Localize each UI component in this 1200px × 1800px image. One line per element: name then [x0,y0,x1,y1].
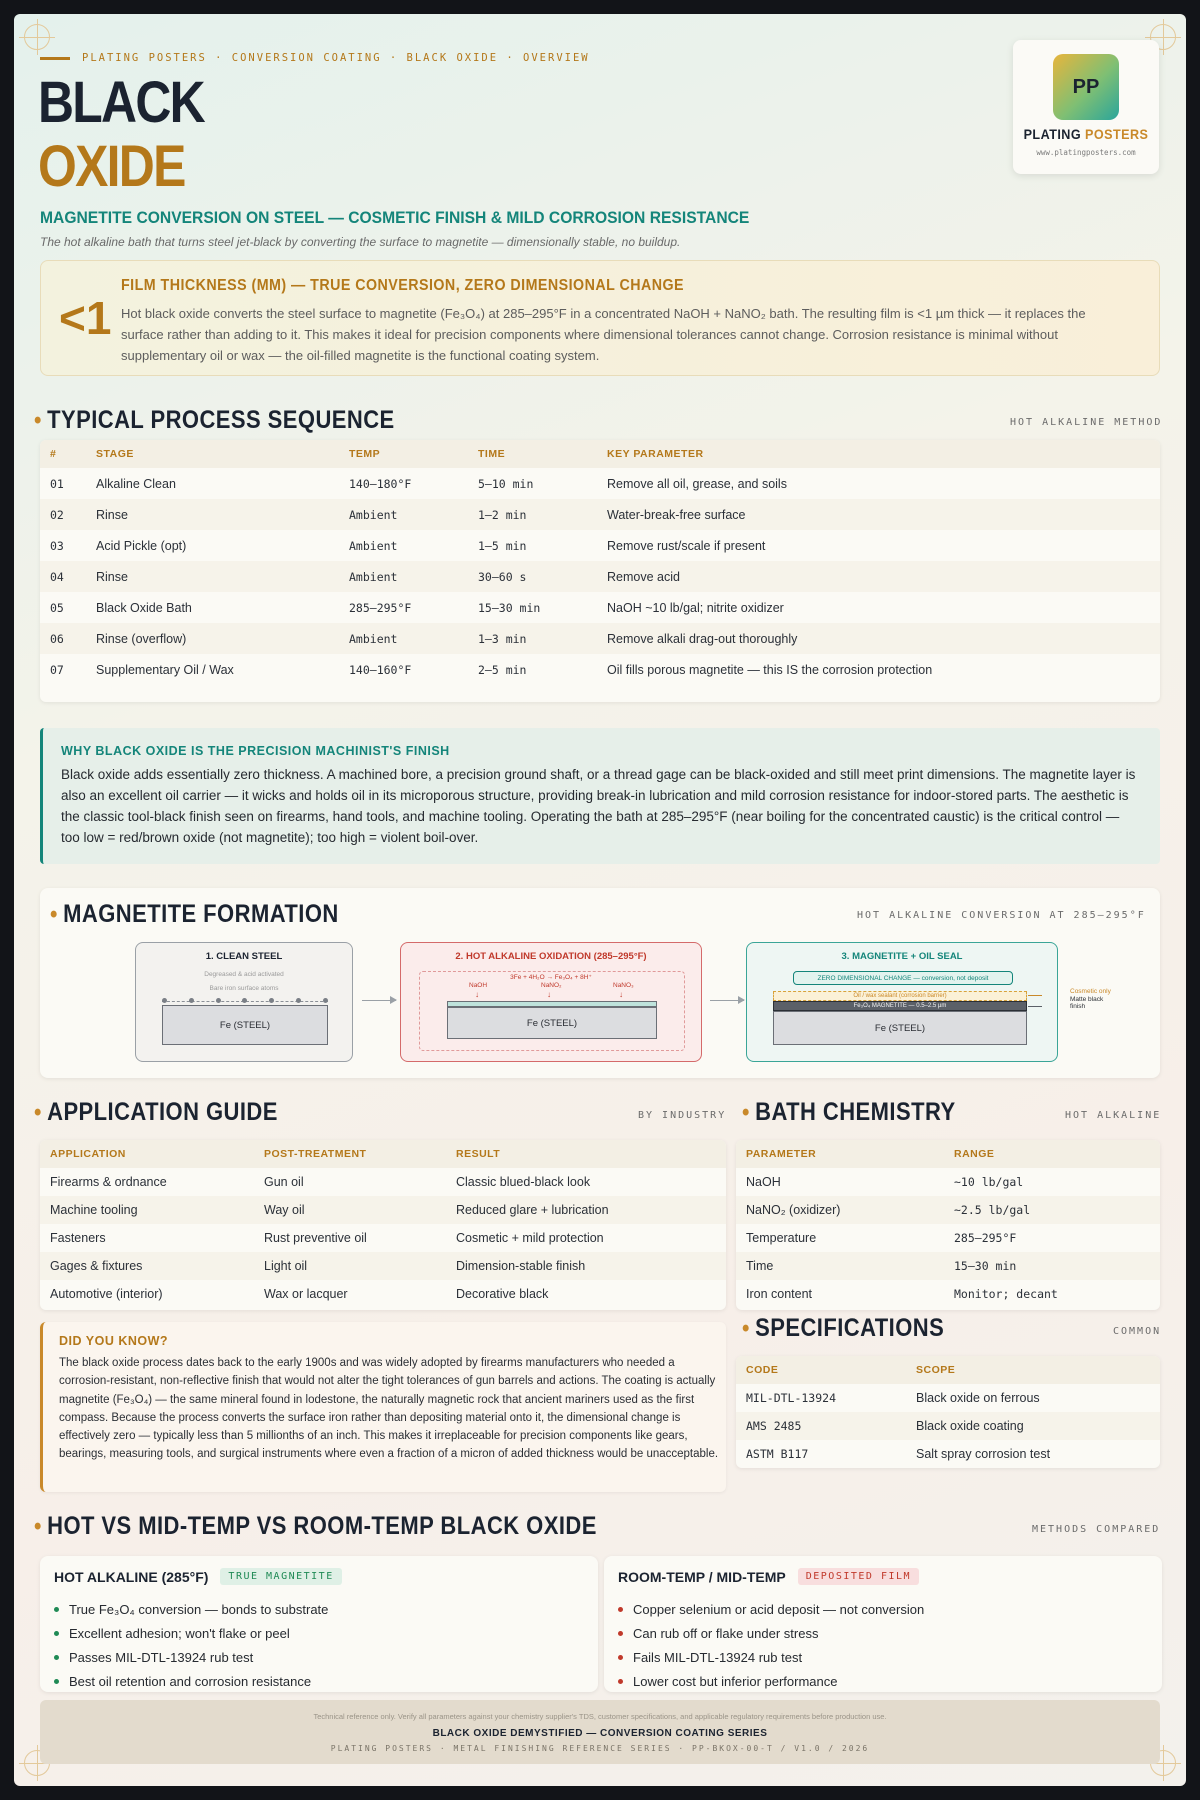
process-time: 1–2 min [468,499,597,530]
process-section-tag: HOT ALKALINE METHOD [1010,417,1163,428]
section-bullet: • [742,1315,750,1342]
process-param: Remove alkali drag-out thoroughly [597,623,1160,654]
table-row [736,1440,1160,1468]
list-item [54,1622,328,1646]
specs-title: SPECIFICATIONS [755,1314,945,1342]
formation-step-oxidation [400,942,702,1062]
list-item [54,1598,328,1622]
room-card-list [618,1598,924,1694]
specs-col-code: CODE [736,1356,906,1384]
process-time: 30–60 s [468,561,597,592]
process-param: Remove acid [597,561,1160,592]
process-time: 15–30 min [478,600,541,615]
callout-heading: FILM THICKNESS (MM) — TRUE CONVERSION, ZERO DIMENSIONAL CHANGE [121,277,685,294]
bullet-dot-icon [618,1631,623,1636]
spec-scope: Black oxide coating [906,1412,1160,1440]
list-item [54,1670,328,1694]
process-col-temp: TEMP [339,440,468,468]
step1-note2: Bare iron surface atoms [209,985,279,992]
corner-crosshair-icon [24,24,50,50]
formation-step-magnetite-seal [746,942,1058,1062]
callout-body: Hot black oxide converts the steel surface to magnetite (Fe₃O₄) at 285–295°F in a concentrated NaOH + NaNO₂ bath. The resulting film is <1 µm thick — it replaces the surface rather than adding to it. This makes it ideal for precision components where dimensional tolerances cannot change. Corrosion resistance is minimal without supplementary oil or wax — the oil-filled magnetite is the functional coating system. [121,306,1086,363]
chemistry-range: ~2.5 lb/gal [944,1196,1160,1224]
compare-title: HOT VS MID-TEMP VS ROOM-TEMP BLACK OXIDE [47,1512,597,1540]
atom-dot-icon [216,998,221,1003]
application-section-title [34,1098,278,1127]
logo-name-part1: PLATING [1023,126,1082,142]
application-name: Firearms & ordnance [50,1175,167,1189]
process-param: Remove all oil, grease, and soils [607,476,787,491]
breadcrumb-text: PLATING POSTERS · CONVERSION COATING · BLACK OXIDE · OVERVIEW [82,52,590,64]
bullet-dot-icon [618,1655,623,1660]
did-you-know-callout [40,1322,726,1492]
room-card-badge: DEPOSITED FILM [798,1568,919,1585]
step1-steel-block: Fe (STEEL) [162,1005,328,1045]
step3-steel-block: Fe (STEEL) [773,1011,1027,1045]
logo-name-part2: POSTERS [1085,126,1149,142]
application-name: Machine tooling [40,1196,254,1224]
process-param: NaOH ~10 lb/gal; nitrite oxidizer [607,600,784,615]
table-row [40,623,1160,654]
spec-scope: Black oxide on ferrous [916,1391,1040,1405]
list-item [618,1622,924,1646]
process-param: Remove rust/scale if present [607,538,766,553]
table-row [40,561,1160,592]
process-stage: Rinse [86,499,339,530]
chemistry-param: Iron content [746,1287,813,1301]
application-post: Gun oil [264,1175,304,1189]
chemistry-param: NaNO₂ (oxidizer) [736,1196,944,1224]
process-stage: Acid Pickle (opt) [96,538,187,553]
application-post: Way oil [254,1196,446,1224]
step3-oil-layer: Oil / wax sealant (corrosion barrier) [773,991,1027,1001]
table-row [736,1412,1160,1440]
application-post: Rust preventive oil [264,1231,367,1245]
thickness-callout [40,260,1160,376]
chemistry-table [736,1140,1160,1310]
formation-step-clean-steel [135,942,353,1062]
compare-card-hot [40,1556,598,1692]
step3-zero-change-badge: ZERO DIMENSIONAL CHANGE — conversion, not deposit [793,971,1013,985]
arrow-down-icon: ↓ [547,990,551,999]
chemistry-section-title [742,1098,956,1127]
page-title-line1: BLACK [38,70,204,135]
table-row [736,1384,1160,1412]
application-post: Light oil [254,1252,446,1280]
process-temp: Ambient [339,561,468,592]
application-name: Gages & fixtures [40,1252,254,1280]
compare-section-tag: METHODS COMPARED [1032,1524,1161,1535]
step1-surface-atoms [162,998,328,1003]
table-row [40,1196,726,1224]
spec-code: MIL-DTL-13924 [746,1391,837,1405]
process-stage: Rinse [86,561,339,592]
logo-url: www.platingposters.com [1036,148,1136,157]
footer [40,1700,1160,1764]
spec-scope: Salt spray corrosion test [916,1447,1051,1461]
process-num: 05 [50,600,64,615]
atom-dot-icon [323,998,328,1003]
process-temp: Ambient [339,623,468,654]
table-row [736,1280,1160,1308]
did-you-know-heading: DID YOU KNOW? [59,1334,169,1348]
formation-section-title [50,900,339,929]
chemistry-col-range: RANGE [944,1140,1160,1168]
process-num: 07 [50,662,64,677]
chemistry-section-tag: HOT ALKALINE [1065,1110,1162,1121]
hot-item-text: Excellent adhesion; won't flake or peel [69,1626,290,1641]
process-stage: Rinse (overflow) [86,623,339,654]
step2-title: 2. HOT ALKALINE OXIDATION (285–295°F) [455,951,647,962]
room-item-text: Can rub off or flake under stress [633,1626,819,1641]
application-title: APPLICATION GUIDE [47,1098,278,1126]
room-item-text: Lower cost but inferior performance [633,1674,838,1689]
atom-dot-icon [189,998,194,1003]
compare-section-title [34,1512,597,1541]
process-temp: 285–295°F [349,600,412,615]
process-num: 06 [40,623,86,654]
bullet-dot-icon [54,1607,59,1612]
list-item [618,1598,924,1622]
process-col-param: KEY PARAMETER [597,440,1160,468]
process-param: Water-break-free surface [597,499,1160,530]
process-stage: Black Oxide Bath [96,600,192,615]
process-stage: Supplementary Oil / Wax [96,662,234,677]
page-tagline: The hot alkaline bath that turns steel jet-black by converting the surface to magnetite — dimensionally stable, no buildup. [40,235,681,249]
arrow-down-icon: ↓ [619,990,623,999]
process-col-num: # [40,440,86,468]
breadcrumb [40,52,590,64]
specs-col-scope: SCOPE [906,1356,1160,1384]
step2-reaction: 3Fe + 4H₂O → Fe₃O₄ + 8H⁺ [510,974,592,981]
list-item [54,1646,328,1670]
hot-card-title: HOT ALKALINE (285°F) [54,1568,209,1585]
application-col-result: RESULT [446,1140,726,1168]
footer-meta: PLATING POSTERS · METAL FINISHING REFERENCE SERIES · PP-BKOX-00-T / V1.0 / 2026 [330,1744,870,1753]
process-temp: Ambient [339,499,468,530]
chemistry-param: NaOH [746,1175,781,1189]
application-table [40,1140,726,1310]
table-row [40,468,1160,499]
application-result: Cosmetic + mild protection [456,1231,604,1245]
arrow-right-icon [362,1000,396,1001]
list-item [618,1646,924,1670]
process-param: Oil fills porous magnetite — this IS the corrosion protection [607,662,933,677]
step1-note1: Degreased & acid activated [204,971,284,978]
section-bullet: • [34,407,42,434]
section-bullet: • [34,1513,42,1540]
specs-table [736,1356,1160,1468]
footer-series: BLACK OXIDE DEMYSTIFIED — CONVERSION COATING SERIES [432,1728,768,1739]
chemistry-range: 15–30 min [944,1252,1160,1280]
formation-panel [40,888,1160,1078]
step3-leader-line [1028,1006,1042,1007]
bullet-dot-icon [54,1679,59,1684]
process-time: 5–10 min [478,476,534,491]
arrow-right-icon [710,1000,744,1001]
step3-magnetite-layer: Fe₃O₄ MAGNETITE — 0.5–2.5 µm [773,1001,1027,1011]
step2-reagent-nano3: NaNO₃ [613,982,634,989]
why-heading: WHY BLACK OXIDE IS THE PRECISION MACHINIST'S FINISH [61,744,450,758]
poster [14,14,1186,1786]
page-title-line2: OXIDE [38,134,185,199]
process-num: 03 [50,538,64,553]
process-temp: 140–160°F [349,662,412,677]
bullet-dot-icon [54,1631,59,1636]
step3-side-note2: Matte black finish [1070,996,1104,1010]
list-item [618,1670,924,1694]
step2-reagent-nano2: NaNO₂ [541,982,562,989]
hot-card-badge: TRUE MAGNETITE [220,1568,341,1585]
logo-name [1020,126,1151,142]
hot-card-header [54,1568,342,1585]
hot-item-text: Best oil retention and corrosion resistance [69,1674,312,1689]
footer-disclaimer: Technical reference only. Verify all parameters against your chemistry supplier's TDS, customer specifications, and applicable regulatory requirements before production use. [313,1712,887,1721]
table-row [40,1252,726,1280]
section-bullet: • [50,901,58,928]
process-num: 04 [40,561,86,592]
atom-dot-icon [242,998,247,1003]
spec-code: ASTM B117 [746,1447,809,1461]
process-col-time: TIME [468,440,597,468]
chemistry-param: Temperature [746,1231,817,1245]
bullet-dot-icon [618,1679,623,1684]
room-item-text: Copper selenium or acid deposit — not conversion [633,1602,925,1617]
application-result: Reduced glare + lubrication [446,1196,726,1224]
arrow-down-icon: ↓ [475,990,479,999]
formation-title: MAGNETITE FORMATION [63,900,339,928]
application-section-tag: BY INDUSTRY [638,1110,727,1121]
process-time: 2–5 min [478,662,527,677]
table-row [736,1224,1160,1252]
table-row [736,1168,1160,1196]
table-row [40,654,1160,685]
why-callout [40,728,1160,864]
application-result: Classic blued-black look [456,1175,591,1189]
table-row [40,1168,726,1196]
chemistry-range: Monitor; decant [954,1287,1058,1301]
application-name: Automotive (interior) [50,1287,163,1301]
specs-section-tag: COMMON [1113,1326,1162,1337]
table-row [40,1280,726,1308]
hot-item-text: True Fe₃O₄ conversion — bonds to substrate [69,1602,329,1617]
why-body: Black oxide adds essentially zero thickness. A machined bore, a precision ground shaft, or a thread gage can be black-oxided and still meet print dimensions. The magnetite layer is also an excellent oil carrier — it wicks and holds oil in its microporous structure, providing break-in lubrication and mild corrosion resistance for indoor-stored parts. The aesthetic is the classic tool-black finish seen on firearms, hand tools, and machine tooling. Operating the bath at 285–295°F (near boiling for the concentrated caustic) is the critical control — too low = red/brown oxide (not magnetite); too high = violent boil-over. [61,767,1136,845]
step1-title: 1. CLEAN STEEL [205,951,283,962]
process-num: 02 [40,499,86,530]
table-row [40,592,1160,623]
table-row [736,1252,1160,1280]
atom-dot-icon [162,998,167,1003]
formation-section-tag: HOT ALKALINE CONVERSION AT 285–295°F [857,910,1146,921]
table-row [40,530,1160,561]
hot-card-list [54,1598,328,1694]
section-bullet: • [742,1099,750,1126]
process-num: 01 [50,476,64,491]
spec-code: AMS 2485 [736,1412,906,1440]
application-result: Dimension-stable finish [446,1252,726,1280]
application-name: Fasteners [50,1231,106,1245]
brand-logo [1013,40,1159,174]
process-title: TYPICAL PROCESS SEQUENCE [47,406,395,434]
process-temp: 140–180°F [349,476,412,491]
application-col-application: APPLICATION [40,1140,254,1168]
atom-dot-icon [269,998,274,1003]
step2-reagent-naoh: NaOH [469,982,488,989]
specs-section-title [742,1314,944,1343]
step3-title: 3. MAGNETITE + OIL SEAL [841,951,963,962]
chemistry-range: ~10 lb/gal [954,1175,1024,1189]
bullet-dot-icon [618,1607,623,1612]
application-result: Decorative black [456,1287,549,1301]
chemistry-range: 285–295°F [954,1231,1017,1245]
process-temp: Ambient [349,538,398,553]
bullet-dot-icon [54,1655,59,1660]
application-post: Wax or lacquer [264,1287,348,1301]
atom-dot-icon [296,998,301,1003]
chemistry-col-parameter: PARAMETER [736,1140,944,1168]
breadcrumb-bar [40,57,70,60]
process-stage: Alkaline Clean [96,476,176,491]
process-col-stage: STAGE [86,440,339,468]
room-card-header [618,1568,919,1585]
process-table [40,440,1160,702]
section-bullet: • [34,1099,42,1126]
application-col-post: POST-TREATMENT [254,1140,446,1168]
table-row [40,1224,726,1252]
did-you-know-body: The black oxide process dates back to the early 1900s and was widely adopted by firearms manufacturers who needed a corrosion-resistant, non-reflective finish that would not alter the tight tolerances of gun barrels and actions. The coating is actually magnetite (Fe₃O₄) — the same mineral found in lodestone, the naturally magnetic rock that ancient mariners used as the first compass. Because the process converts the surface iron rather than depositing material onto it, the dimensional change is effectively zero — typically less than 5 millionths of an inch. This makes it irreplaceable for precision components like gears, bearings, measuring tools, and surgical instruments where even a fraction of a micron of added thickness would be unacceptable. [59,1357,719,1461]
chemistry-title: BATH CHEMISTRY [755,1098,956,1126]
room-card-title: ROOM-TEMP / MID-TEMP [618,1568,786,1585]
process-time: 1–5 min [478,538,527,553]
chemistry-param: Time [736,1252,944,1280]
callout-big-value: <1 [59,292,112,344]
step3-side-note1: Cosmetic only [1070,988,1111,995]
table-row [736,1196,1160,1224]
step3-leader-line [1028,995,1042,996]
hot-item-text: Passes MIL-DTL-13924 rub test [69,1650,254,1665]
page-subtitle: MAGNETITE CONVERSION ON STEEL — COSMETIC FINISH & MILD CORROSION RESISTANCE [40,208,750,227]
step2-steel-block: Fe (STEEL) [447,1007,657,1039]
table-row [40,499,1160,530]
logo-mark: PP [1053,54,1119,120]
process-time: 1–3 min [468,623,597,654]
process-section-title [34,406,395,435]
compare-card-room [604,1556,1162,1692]
room-item-text: Fails MIL-DTL-13924 rub test [633,1650,803,1665]
